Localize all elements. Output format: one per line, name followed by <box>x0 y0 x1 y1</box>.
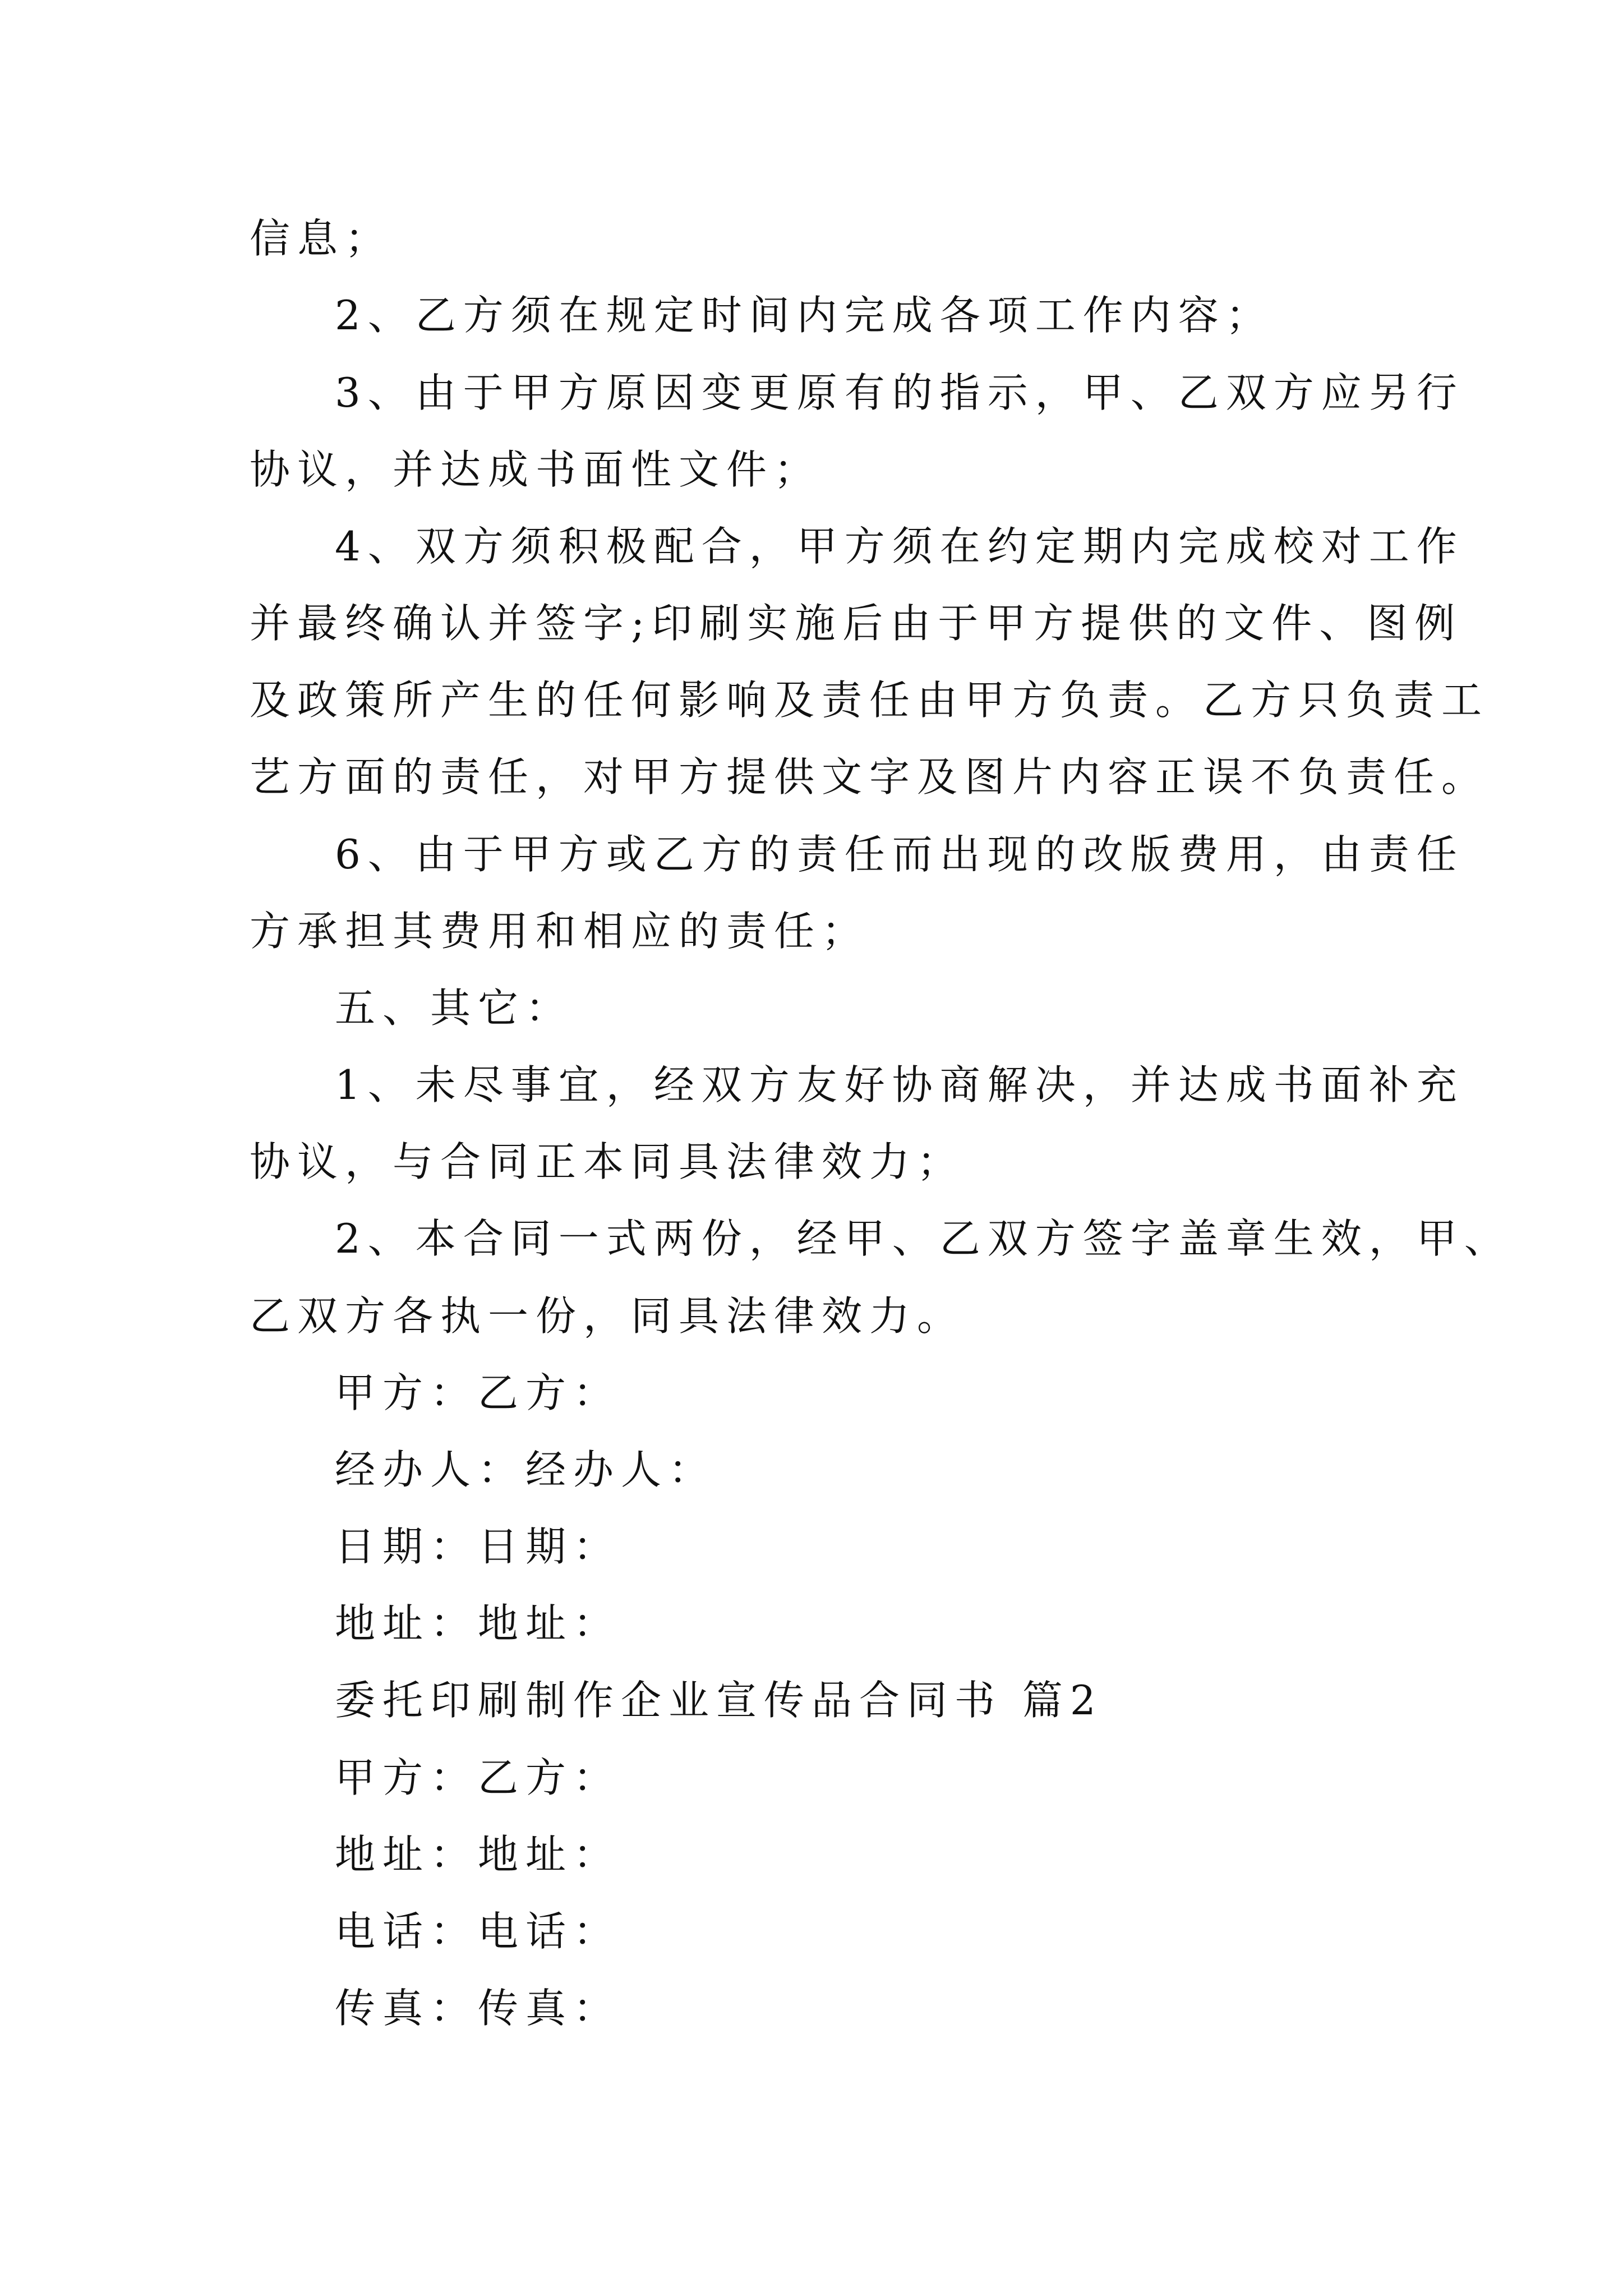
text-line: 并最终确认并签字;印刷实施后由于甲方提供的文件、图例 <box>250 600 1463 647</box>
address-label-line: 地址：地址： <box>335 1600 621 1647</box>
text-line: 2、乙方须在规定时间内完成各项工作内容； <box>335 292 1274 339</box>
text-line: 1、未尽事宜，经双方友好协商解决，并达成书面补充 <box>335 1061 1464 1108</box>
text-line: 及政策所产生的任何影响及责任由甲方负责。乙方只负责工 <box>250 677 1490 724</box>
text-line: 协议，并达成书面性文件； <box>250 446 822 493</box>
text-line: 艺方面的责任，对甲方提供文字及图片内容正误不负责任。 <box>250 753 1490 800</box>
agent-label-line: 经办人：经办人： <box>335 1446 717 1493</box>
text-line: 方承担其费用和相应的责任； <box>250 908 870 955</box>
text-line: 信息； <box>250 215 393 262</box>
text-line: 协议，与合同正本同具法律效力； <box>250 1138 965 1185</box>
phone-label-line: 电话：电话： <box>335 1908 621 1955</box>
address-label-line: 地址：地址： <box>335 1831 621 1878</box>
text-line: 2、本合同一式两份，经甲、乙双方签字盖章生效，甲、 <box>335 1215 1512 1262</box>
text-line: 6、由于甲方或乙方的责任而出现的改版费用，由责任 <box>335 831 1464 878</box>
text-line: 3、由于甲方原因变更原有的指示，甲、乙双方应另行 <box>335 369 1464 416</box>
party-label-line: 甲方：乙方： <box>335 1754 621 1801</box>
party-label-line: 甲方：乙方： <box>335 1369 621 1416</box>
contract-title: 委托印刷制作企业宣传品合同书 篇2 <box>335 1677 1103 1724</box>
text-line: 4、双方须积极配合，甲方须在约定期内完成校对工作 <box>335 523 1464 570</box>
fax-label-line: 传真：传真： <box>335 1985 621 2032</box>
date-label-line: 日期：日期： <box>335 1523 621 1570</box>
section-heading: 五、其它： <box>335 984 574 1032</box>
text-line: 乙双方各执一份，同具法律效力。 <box>250 1292 965 1340</box>
